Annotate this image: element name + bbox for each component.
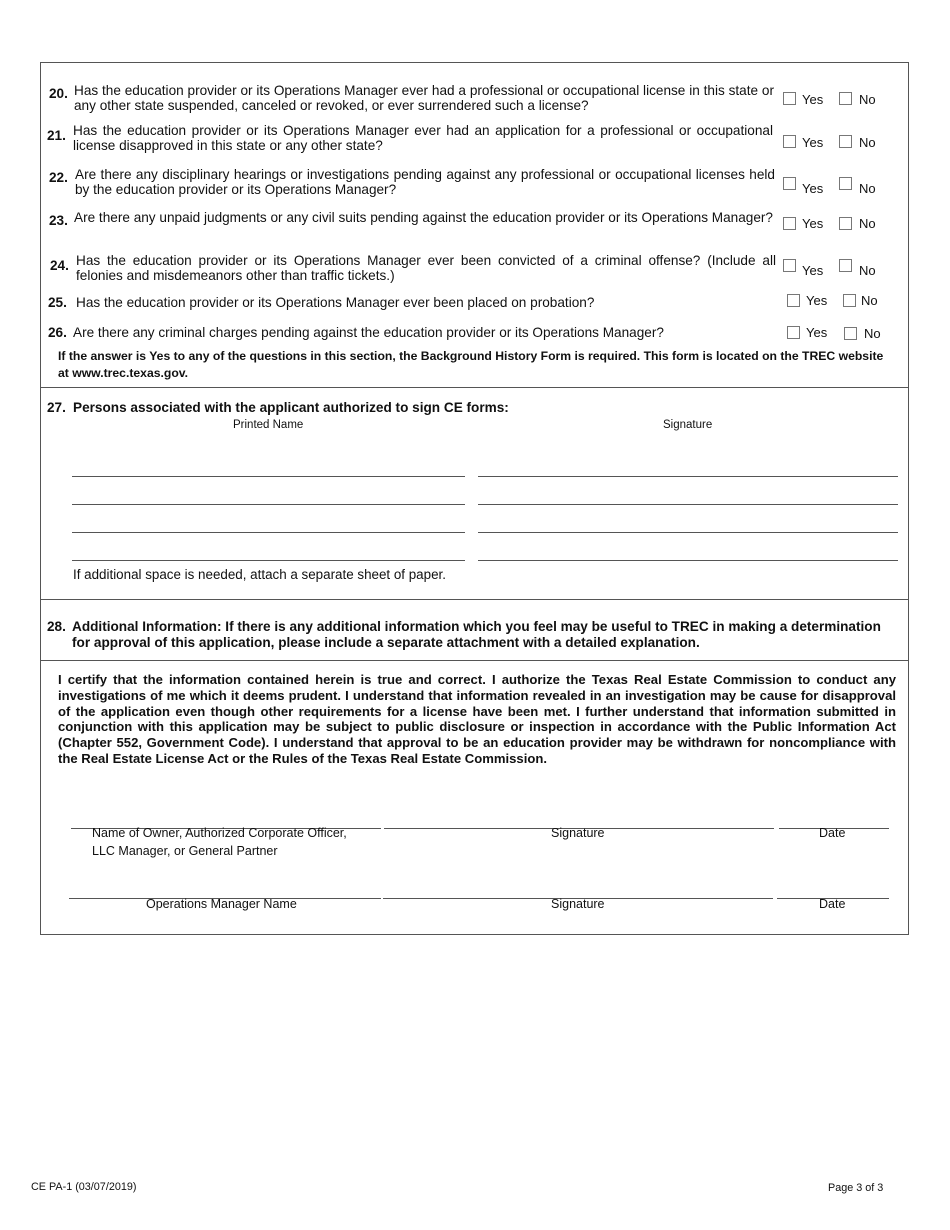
- no-label: No: [859, 135, 876, 150]
- no-label: No: [864, 326, 881, 341]
- background-history-note: If the answer is Yes to any of the questions in this section, the Background History Form is required. This form is located on the TREC website at www.trec.texas.gov.: [58, 349, 884, 380]
- no-checkbox[interactable]: [839, 135, 852, 148]
- question-number: 22.: [49, 170, 68, 185]
- yes-checkbox[interactable]: [783, 177, 796, 190]
- question-text: Has the education provider or its Operations Manager ever had an application for a professional or occupational license disapproved in this state or any other state?: [73, 123, 773, 153]
- question-number: 26.: [48, 325, 67, 340]
- owner-signature-label: Signature: [551, 826, 605, 840]
- no-checkbox[interactable]: [844, 327, 857, 340]
- question-number: 25.: [48, 295, 67, 310]
- yes-checkbox[interactable]: [783, 135, 796, 148]
- section-28-text: Additional Information: If there is any additional information which you feel may be useful to TREC in making a determination for approval of this application, please include a separate attachment with a detailed explanation.: [72, 619, 881, 650]
- no-checkbox[interactable]: [839, 259, 852, 272]
- question-number: 21.: [47, 128, 66, 143]
- printed-name-line[interactable]: [72, 476, 465, 477]
- section-27-title: Persons associated with the applicant authorized to sign CE forms:: [73, 400, 509, 415]
- no-checkbox[interactable]: [843, 294, 856, 307]
- question-text: Are there any criminal charges pending against the education provider or its Operations Manager?: [73, 325, 664, 340]
- no-label: No: [859, 92, 876, 107]
- no-label: No: [859, 181, 876, 196]
- owner-date-label: Date: [819, 826, 846, 840]
- question-number: 24.: [50, 258, 69, 273]
- owner-name-label-line2: LLC Manager, or General Partner: [92, 844, 278, 858]
- section-divider: [41, 387, 908, 388]
- question-text: Has the education provider or its Operations Manager ever been placed on probation?: [76, 295, 595, 310]
- ops-manager-date-label: Date: [819, 897, 846, 911]
- section-divider: [41, 599, 908, 600]
- question-text: Has the education provider or its Operations Manager ever had a professional or occupational license in this state or any other state suspended, canceled or revoked, or ever surrendered such a license?: [74, 83, 774, 113]
- section-27-number: 27.: [47, 400, 66, 415]
- no-label: No: [861, 293, 878, 308]
- no-checkbox[interactable]: [839, 217, 852, 230]
- question-text: Are there any disciplinary hearings or investigations pending against any professional or occupational licenses held by the education provider or its Operations Manager?: [75, 167, 775, 197]
- yes-checkbox[interactable]: [787, 294, 800, 307]
- signature-line[interactable]: [478, 504, 898, 505]
- yes-checkbox[interactable]: [783, 217, 796, 230]
- yes-label: Yes: [802, 92, 824, 107]
- section-divider: [41, 660, 908, 661]
- section-28-number: 28.: [47, 619, 66, 634]
- yes-checkbox[interactable]: [783, 259, 796, 272]
- no-checkbox[interactable]: [839, 92, 852, 105]
- signature-line[interactable]: [478, 532, 898, 533]
- owner-name-label-line1: Name of Owner, Authorized Corporate Officer,: [92, 826, 347, 840]
- printed-name-line[interactable]: [72, 532, 465, 533]
- form-id: CE PA-1 (03/07/2019): [31, 1181, 137, 1193]
- question-text: Has the education provider or its Operations Manager ever been convicted of a criminal offense? (Include all felonies and misdemeanors other than traffic tickets.): [76, 253, 776, 283]
- signature-line[interactable]: [478, 476, 898, 477]
- question-number: 20.: [49, 86, 68, 101]
- no-label: No: [859, 263, 876, 278]
- additional-space-note: If additional space is needed, attach a separate sheet of paper.: [73, 567, 446, 582]
- printed-name-line[interactable]: [72, 560, 465, 561]
- question-text: Are there any unpaid judgments or any civil suits pending against the education provider or its Operations Manager?: [74, 210, 773, 225]
- signature-line[interactable]: [478, 560, 898, 561]
- printed-name-line[interactable]: [72, 504, 465, 505]
- yes-label: Yes: [806, 325, 828, 340]
- yes-label: Yes: [802, 263, 824, 278]
- signature-column-label: Signature: [663, 419, 713, 431]
- form-frame: [40, 62, 909, 935]
- printed-name-label: Printed Name: [233, 419, 304, 431]
- certification-statement: I certify that the information contained herein is true and correct. I authorize the Texas Real Estate Commission to conduct any investigations of me which it deems prudent. I understand that information revealed in an investigation may be cause for disapproval of the application even though other requirements for a license have been met. I further understand that information submitted in conjunction with this application may be subject to public disclosure or inspection in accordance with the Public Information Act (Chapter 552, Government Code). I understand that approval to be an education provider may be withdrawn for noncompliance with the Real Estate License Act or the Rules of the Texas Real Estate Commission.: [58, 672, 896, 766]
- no-label: No: [859, 216, 876, 231]
- ops-manager-name-label: Operations Manager Name: [146, 897, 297, 911]
- yes-label: Yes: [806, 293, 828, 308]
- yes-checkbox[interactable]: [783, 92, 796, 105]
- yes-label: Yes: [802, 135, 824, 150]
- yes-label: Yes: [802, 216, 824, 231]
- ops-manager-signature-label: Signature: [551, 897, 605, 911]
- no-checkbox[interactable]: [839, 177, 852, 190]
- yes-label: Yes: [802, 181, 824, 196]
- question-number: 23.: [49, 213, 68, 228]
- page-number: Page 3 of 3: [828, 1182, 884, 1194]
- yes-checkbox[interactable]: [787, 326, 800, 339]
